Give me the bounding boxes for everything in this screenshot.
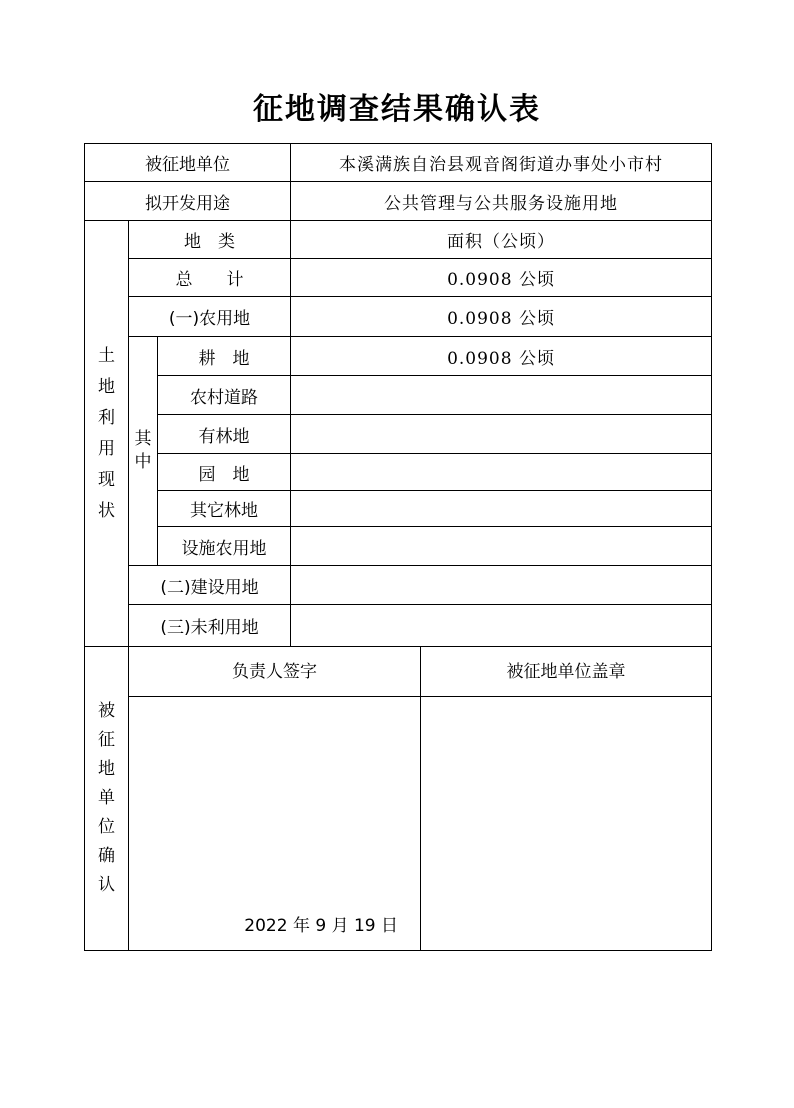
row-unused bbox=[85, 605, 712, 647]
purpose-label: 拟开发用途 bbox=[85, 182, 291, 221]
row-sub-item bbox=[85, 491, 712, 527]
row-total bbox=[85, 259, 712, 297]
sub-item-value bbox=[291, 376, 712, 415]
row-sub-item bbox=[85, 415, 712, 454]
sub-item-value bbox=[291, 491, 712, 527]
signature-area[interactable] bbox=[129, 697, 421, 951]
agricultural-value: 0.0908 公顷 bbox=[291, 297, 712, 337]
sub-item-value bbox=[291, 454, 712, 491]
agricultural-label: (一)农用地 bbox=[129, 297, 291, 337]
sub-item-label: 园 地 bbox=[158, 454, 291, 491]
unit-value: 本溪满族自治县观音阁街道办事处小市村 bbox=[291, 144, 712, 182]
construction-label: (二)建设用地 bbox=[129, 566, 291, 605]
row-unit bbox=[85, 144, 712, 182]
total-value: 0.0908 公顷 bbox=[291, 259, 712, 297]
among-label: 其 中 bbox=[129, 337, 158, 566]
row-construction bbox=[85, 566, 712, 605]
confirmation-table bbox=[84, 143, 712, 951]
unused-label: (三)未利用地 bbox=[129, 605, 291, 647]
land-type-header: 地 类 bbox=[129, 221, 291, 259]
unused-value bbox=[291, 605, 712, 647]
area-header: 面积（公顷） bbox=[291, 221, 712, 259]
row-sub-item bbox=[85, 376, 712, 415]
sub-item-value bbox=[291, 415, 712, 454]
land-use-section-label: 土 地 利 用 现 状 bbox=[85, 221, 129, 647]
confirm-section-label: 被 征 地 单 位 确 认 bbox=[85, 647, 129, 951]
signature-date: 2022 年 9 月 19 日 bbox=[244, 915, 399, 936]
sub-item-value bbox=[291, 527, 712, 566]
row-sub-item bbox=[85, 454, 712, 491]
row-confirm-body bbox=[85, 697, 712, 951]
sub-item-label: 设施农用地 bbox=[158, 527, 291, 566]
sub-item-label: 耕 地 bbox=[158, 337, 291, 376]
seal-area[interactable] bbox=[421, 697, 712, 951]
signature-header: 负责人签字 bbox=[129, 647, 421, 697]
row-land-type-header bbox=[85, 221, 712, 259]
row-sub-item bbox=[85, 337, 712, 376]
row-purpose bbox=[85, 182, 712, 221]
sub-item-label: 其它林地 bbox=[158, 491, 291, 527]
purpose-value: 公共管理与公共服务设施用地 bbox=[291, 182, 712, 221]
row-sub-item bbox=[85, 527, 712, 566]
sub-item-value: 0.0908 公顷 bbox=[291, 337, 712, 376]
construction-value bbox=[291, 566, 712, 605]
row-confirm-header bbox=[85, 647, 712, 697]
total-label: 总 计 bbox=[129, 259, 291, 297]
page-title: 征地调查结果确认表 bbox=[253, 92, 541, 127]
unit-label: 被征地单位 bbox=[85, 144, 291, 182]
sub-item-label: 农村道路 bbox=[158, 376, 291, 415]
row-agricultural bbox=[85, 297, 712, 337]
seal-header: 被征地单位盖章 bbox=[421, 647, 712, 697]
sub-item-label: 有林地 bbox=[158, 415, 291, 454]
